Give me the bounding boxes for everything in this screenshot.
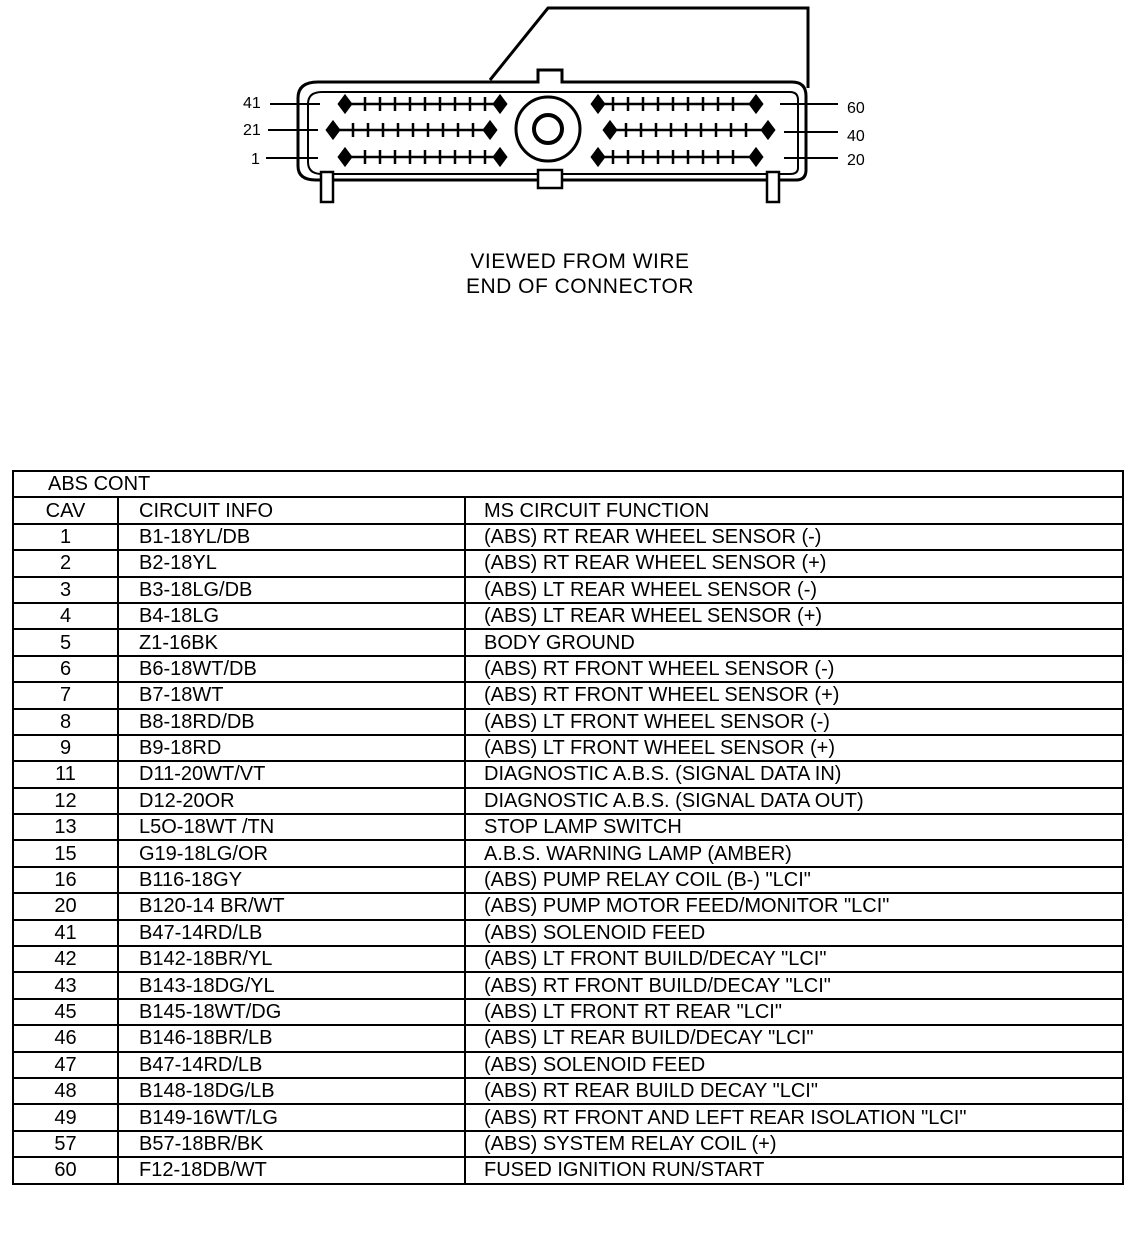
circuit-function-cell: (ABS) SYSTEM RELAY COIL (+) <box>465 1131 1123 1157</box>
table-row <box>13 682 1123 708</box>
cav-cell: 7 <box>13 682 118 708</box>
circuit-function-cell: (ABS) PUMP MOTOR FEED/MONITOR "LCI" <box>465 893 1123 919</box>
diagram-caption-line-1: VIEWED FROM WIRE <box>470 250 690 273</box>
table-row <box>13 840 1123 866</box>
pin-label-1: 1 <box>251 151 260 168</box>
table-row <box>13 1025 1123 1051</box>
circuit-info-cell: B47-14RD/LB <box>118 1052 465 1078</box>
pin-label-21: 21 <box>243 122 261 139</box>
circuit-function-cell: (ABS) RT REAR WHEEL SENSOR (-) <box>465 524 1123 550</box>
table-row <box>13 1052 1123 1078</box>
circuit-info-cell: B47-14RD/LB <box>118 920 465 946</box>
table-body <box>13 524 1123 1184</box>
circuit-info-cell: B120-14 BR/WT <box>118 893 465 919</box>
table-row <box>13 761 1123 787</box>
table-row <box>13 788 1123 814</box>
cav-cell: 3 <box>13 577 118 603</box>
circuit-info-cell: D11-20WT/VT <box>118 761 465 787</box>
cav-cell: 20 <box>13 893 118 919</box>
pin-label-60: 60 <box>847 100 865 117</box>
table-row <box>13 1131 1123 1157</box>
cav-cell: 48 <box>13 1078 118 1104</box>
header-circuit-function: MS CIRCUIT FUNCTION <box>465 497 1123 523</box>
table-title-row <box>13 471 1123 497</box>
cav-cell: 41 <box>13 920 118 946</box>
circuit-function-cell: (ABS) SOLENOID FEED <box>465 1052 1123 1078</box>
pin-row-bottom <box>339 149 762 165</box>
pin-label-40: 40 <box>847 128 865 145</box>
circuit-info-cell: B6-18WT/DB <box>118 656 465 682</box>
connector-diagram <box>0 0 1136 240</box>
circuit-info-cell: B8-18RD/DB <box>118 709 465 735</box>
table-header-row <box>13 497 1123 523</box>
circuit-info-cell: D12-20OR <box>118 788 465 814</box>
circuit-info-cell: B142-18BR/YL <box>118 946 465 972</box>
circuit-info-cell: B145-18WT/DG <box>118 999 465 1025</box>
cav-cell: 12 <box>13 788 118 814</box>
cav-cell: 8 <box>13 709 118 735</box>
table-row <box>13 946 1123 972</box>
cav-cell: 11 <box>13 761 118 787</box>
table-title: ABS CONT <box>13 471 1123 497</box>
circuit-function-cell: (ABS) LT FRONT WHEEL SENSOR (+) <box>465 735 1123 761</box>
circuit-info-cell: F12-18DB/WT <box>118 1157 465 1183</box>
circuit-info-cell: B2-18YL <box>118 550 465 576</box>
circuit-function-cell: (ABS) RT REAR BUILD DECAY "LCI" <box>465 1078 1123 1104</box>
cav-cell: 4 <box>13 603 118 629</box>
table-row <box>13 709 1123 735</box>
table-row <box>13 867 1123 893</box>
circuit-info-cell: B7-18WT <box>118 682 465 708</box>
cav-cell: 2 <box>13 550 118 576</box>
circuit-function-cell: (ABS) LT FRONT BUILD/DECAY "LCI" <box>465 946 1123 972</box>
circuit-function-cell: (ABS) RT FRONT WHEEL SENSOR (-) <box>465 656 1123 682</box>
cav-cell: 13 <box>13 814 118 840</box>
circuit-function-cell: A.B.S. WARNING LAMP (AMBER) <box>465 840 1123 866</box>
table-row <box>13 550 1123 576</box>
cav-cell: 42 <box>13 946 118 972</box>
cav-cell: 47 <box>13 1052 118 1078</box>
circuit-function-cell: (ABS) RT REAR WHEEL SENSOR (+) <box>465 550 1123 576</box>
circuit-info-cell: G19-18LG/OR <box>118 840 465 866</box>
circuit-function-cell: FUSED IGNITION RUN/START <box>465 1157 1123 1183</box>
circuit-info-cell: B3-18LG/DB <box>118 577 465 603</box>
pin-label-20: 20 <box>847 152 865 169</box>
circuit-function-cell: (ABS) RT FRONT WHEEL SENSOR (+) <box>465 682 1123 708</box>
cav-cell: 46 <box>13 1025 118 1051</box>
circuit-info-cell: B4-18LG <box>118 603 465 629</box>
circuit-function-cell: (ABS) LT REAR WHEEL SENSOR (-) <box>465 577 1123 603</box>
circuit-function-cell: (ABS) PUMP RELAY COIL (B-) "LCI" <box>465 867 1123 893</box>
table-row <box>13 999 1123 1025</box>
cav-cell: 5 <box>13 629 118 655</box>
circuit-function-cell: STOP LAMP SWITCH <box>465 814 1123 840</box>
diagram-caption-line-2: END OF CONNECTOR <box>465 275 695 298</box>
table-row <box>13 656 1123 682</box>
cav-cell: 60 <box>13 1157 118 1183</box>
cav-cell: 6 <box>13 656 118 682</box>
header-cav: CAV <box>13 497 118 523</box>
circuit-function-cell: (ABS) RT FRONT AND LEFT REAR ISOLATION "LCI" <box>465 1104 1123 1130</box>
circuit-function-cell: (ABS) RT FRONT BUILD/DECAY "LCI" <box>465 972 1123 998</box>
circuit-info-cell: B143-18DG/YL <box>118 972 465 998</box>
circuit-function-cell: BODY GROUND <box>465 629 1123 655</box>
table-row <box>13 603 1123 629</box>
table-row <box>13 920 1123 946</box>
circuit-function-cell: (ABS) LT FRONT WHEEL SENSOR (-) <box>465 709 1123 735</box>
circuit-info-cell: B146-18BR/LB <box>118 1025 465 1051</box>
circuit-function-cell: (ABS) LT REAR BUILD/DECAY "LCI" <box>465 1025 1123 1051</box>
circuit-info-cell: B116-18GY <box>118 867 465 893</box>
pin-row-middle <box>327 122 774 138</box>
circuit-info-cell: B149-16WT/LG <box>118 1104 465 1130</box>
circuit-info-cell: B57-18BR/BK <box>118 1131 465 1157</box>
table-row <box>13 1104 1123 1130</box>
circuit-function-cell: DIAGNOSTIC A.B.S. (SIGNAL DATA OUT) <box>465 788 1123 814</box>
table-row <box>13 524 1123 550</box>
circuit-function-cell: (ABS) SOLENOID FEED <box>465 920 1123 946</box>
cav-cell: 43 <box>13 972 118 998</box>
circuit-info-cell: L5O-18WT /TN <box>118 814 465 840</box>
bottom-latch-left <box>321 172 333 202</box>
table-row <box>13 629 1123 655</box>
table-row <box>13 1078 1123 1104</box>
pinout-table <box>12 470 1124 1185</box>
circuit-function-cell: (ABS) LT REAR WHEEL SENSOR (+) <box>465 603 1123 629</box>
cav-cell: 1 <box>13 524 118 550</box>
circuit-info-cell: Z1-16BK <box>118 629 465 655</box>
pin-label-41: 41 <box>243 95 261 112</box>
cav-cell: 45 <box>13 999 118 1025</box>
cav-cell: 57 <box>13 1131 118 1157</box>
cav-cell: 16 <box>13 867 118 893</box>
circuit-function-cell: DIAGNOSTIC A.B.S. (SIGNAL DATA IN) <box>465 761 1123 787</box>
circuit-info-cell: B1-18YL/DB <box>118 524 465 550</box>
circuit-info-cell: B9-18RD <box>118 735 465 761</box>
table-row <box>13 814 1123 840</box>
center-key-inner <box>534 115 562 143</box>
table-row <box>13 972 1123 998</box>
bottom-latch-center <box>538 170 562 188</box>
bottom-latch-right <box>767 172 779 202</box>
table-row <box>13 735 1123 761</box>
table-row <box>13 1157 1123 1183</box>
cav-cell: 15 <box>13 840 118 866</box>
table-row <box>13 577 1123 603</box>
circuit-info-cell: B148-18DG/LB <box>118 1078 465 1104</box>
table-row <box>13 893 1123 919</box>
circuit-function-cell: (ABS) LT FRONT RT REAR "LCI" <box>465 999 1123 1025</box>
cav-cell: 49 <box>13 1104 118 1130</box>
header-circuit-info: CIRCUIT INFO <box>118 497 465 523</box>
center-key-outer <box>516 97 580 161</box>
cav-cell: 9 <box>13 735 118 761</box>
